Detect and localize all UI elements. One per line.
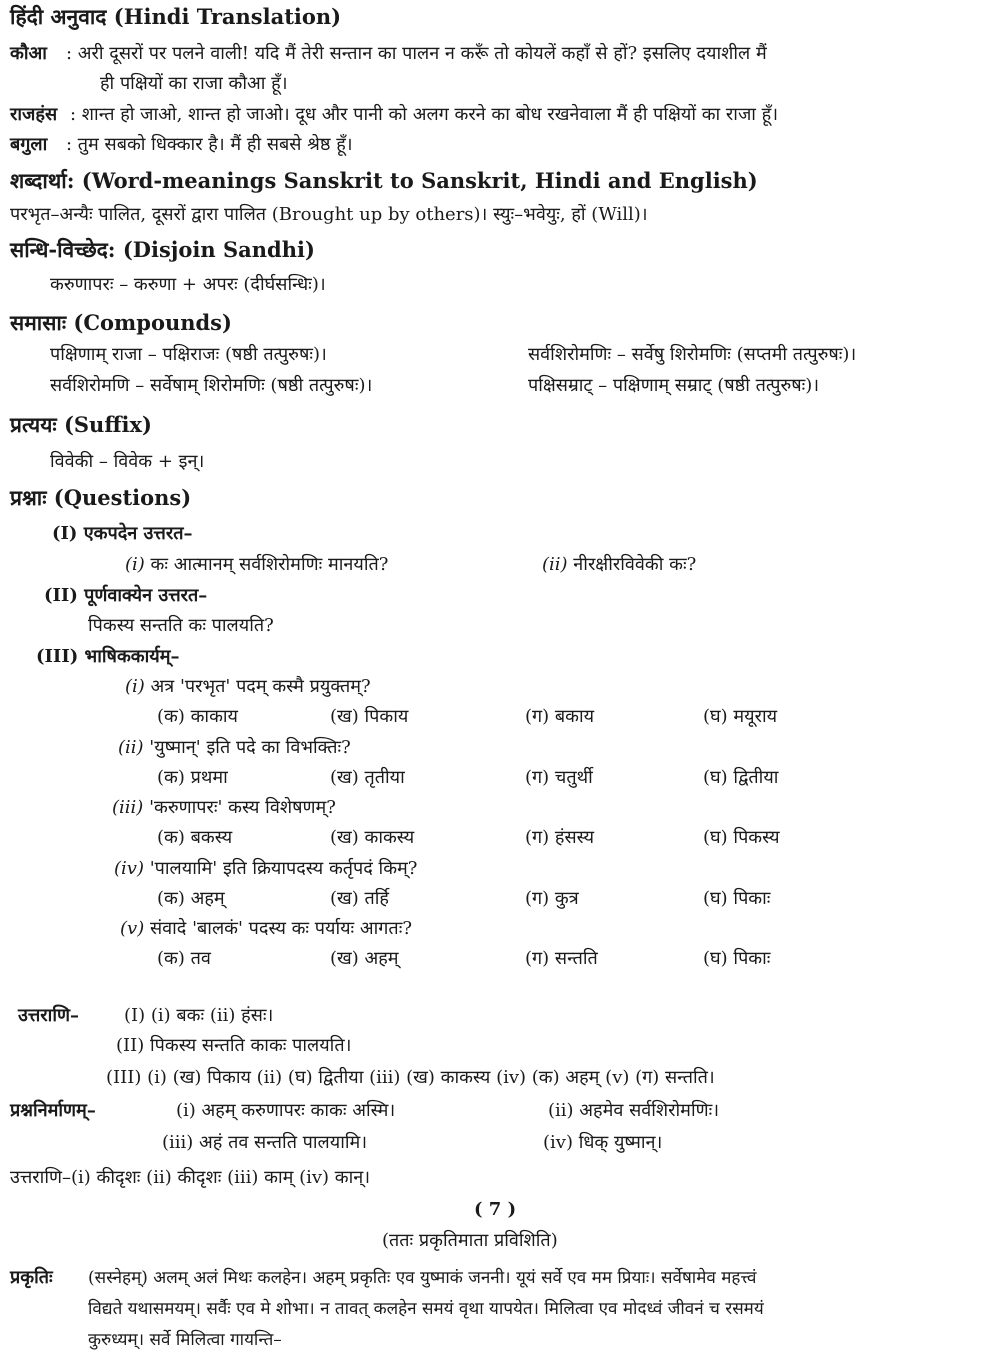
samasa-item: पक्षिणाम् राजा – पक्षिराजः (षष्ठी तत्पुरुषः)। [50, 344, 327, 365]
q-number: (i) [125, 554, 145, 575]
mcq-question [114, 857, 417, 881]
q-number: (v) [120, 918, 145, 939]
mcq-option: (घ) पिकाः [703, 887, 771, 909]
pratyaya-heading: प्रत्ययः (Suffix) [10, 412, 152, 437]
mcq-option: (क) तव [157, 948, 211, 969]
mcq-option: (क) काकाय [157, 706, 239, 727]
samasa-item: सर्वशिरोमणि – सर्वेषाम् शिरोमणिः (षष्ठी तत्पुरुषः)। [50, 375, 373, 396]
mcq-option: (ग) हंसस्य [525, 827, 595, 848]
q1-ii [542, 553, 696, 577]
q-text: संवादे 'बालकं' पदस्य कः पर्यायः आगतः? [149, 918, 412, 939]
hindi-translation-heading: हिंदी अनुवाद (Hindi Translation) [10, 4, 342, 29]
crow-text: : अरी दूसरों पर पलने वाली! यदि मैं तेरी सन्तान का पालन न करूँ तो कोयलें कहाँ से हों? इसलिए दयाशील मैं [66, 43, 767, 64]
q-text: अत्र 'परभृत' पदम् कस्मै प्रयुक्तम्? [150, 676, 371, 697]
crow-text-cont: ही पक्षियों का राजा कौआ हूँ। [100, 73, 288, 94]
q-text: 'पालयामि' इति क्रियापदस्य कर्तृपदं किम्? [149, 857, 418, 879]
mcq-option: (घ) पिकाः [703, 948, 771, 969]
qf-iii: (iii) अहं तव सन्तति पालयामि। [162, 1132, 368, 1153]
mcq-option: (ख) तर्हि [330, 887, 389, 909]
prakriti-line-1: (सस्नेहम्) अलम् अलं मिथः कलहेन। अहम् प्रकृतिः एव युष्माकं जननी। यूयं सर्वे एव मम प्रियाः। सर्वेषामेव महत्त्वं [88, 1268, 757, 1288]
speaker-crow: कौआ [10, 43, 47, 64]
answer-3: (III) (i) (ख) पिकाय (ii) (घ) द्वितीया (iii) (ख) काकस्य (iv) (क) अहम् (v) (ग) सन्तति। [106, 1067, 715, 1088]
mcq-option: (घ) द्वितीया [703, 766, 779, 788]
mcq-question [120, 917, 412, 941]
samasa-heading: समासाः (Compounds) [10, 310, 232, 335]
q-text: 'करुणापरः' कस्य विशेषणम्? [149, 797, 336, 818]
sandhi-heading: सन्धि-विच्छेद: (Disjoin Sandhi) [10, 237, 315, 262]
answers-label: उत्तराणि– [18, 1005, 80, 1026]
speaker-prakriti: प्रकृतिः [10, 1267, 53, 1288]
qf-iv: (iv) धिक् युष्मान्। [543, 1132, 663, 1153]
q1-title: (I) एकपदेन उत्तरत– [52, 523, 193, 544]
mcq-option: (ग) बकाय [525, 706, 595, 727]
mcq-question [118, 736, 351, 760]
heron-text: : तुम सबको धिक्कार है। मैं ही सबसे श्रेष्ठ हूँ। [66, 134, 353, 155]
speaker-swan: राजहंस [10, 104, 58, 125]
mcq-option: (क) प्रथमा [157, 766, 228, 788]
answer-1: (I) (i) बकः (ii) हंसः। [124, 1005, 274, 1026]
samasa-item: सर्वशिरोमणिः – सर्वेषु शिरोमणिः (सप्तमी तत्पुरुषः)। [528, 344, 857, 365]
q3-title: (III) भाषिककार्यम्– [36, 646, 180, 667]
mcq-option: (क) बकस्य [157, 827, 233, 848]
mcq-option: (ख) काकस्य [330, 827, 415, 848]
q-text: कः आत्मानम् सर्वशिरोमणिः मानयति? [150, 554, 389, 575]
question-formation-label: प्रश्ननिर्माणम्– [10, 1100, 96, 1121]
q-number: (iv) [114, 857, 144, 879]
prakriti-line-3: कुरुध्यम्। सर्वे मिलित्वा गायन्ति– [88, 1330, 282, 1350]
q-number: (iii) [112, 797, 144, 818]
q-number: (i) [125, 676, 145, 697]
section-number: ( 7 ) [474, 1199, 517, 1220]
samasa-item: पक्षिसम्राट् – पक्षिणाम् सम्राट् (षष्ठी तत्पुरुषः)। [528, 375, 820, 396]
mcq-option: (ख) अहम् [330, 948, 399, 969]
word-meanings-text: परभृत–अन्यैः पालित, दूसरों द्वारा पालित (Brought up by others)। स्युः–भवेयुः, हों (Will)। [10, 204, 648, 225]
q1-i [125, 553, 388, 577]
q-text: 'युष्मान्' इति पदे का विभक्तिः? [149, 736, 351, 758]
mcq-question [125, 675, 371, 699]
stage-direction: (ततः प्रकृतिमाता प्रविशिति) [382, 1230, 558, 1251]
mcq-option: (क) अहम् [157, 887, 225, 909]
pratyaya-text: विवेकी – विवेक + इन्। [50, 451, 205, 472]
q-text: नीरक्षीरविवेकी कः? [573, 554, 697, 575]
swan-text: : शान्त हो जाओ, शान्त हो जाओ। दूध और पानी को अलग करने का बोध रखनेवाला मैं ही पक्षियों का राजा हूँ। [70, 104, 779, 125]
questions-heading: प्रश्नाः (Questions) [10, 485, 192, 510]
mcq-option: (ख) तृतीया [330, 766, 405, 788]
q-number: (ii) [542, 554, 568, 575]
q2-title: (II) पूर्णवाक्येन उत्तरत– [44, 585, 208, 606]
answer-2: (II) पिकस्य सन्तति काकः पालयति। [116, 1035, 352, 1056]
prakriti-line-2: विद्यते यथासमयम्। सर्वैः एव मे शोभा। न तावत् कलहेन समयं वृथा यापयेत। मिलित्वा एव मोदध्वं जीवनं च रसमयं [88, 1299, 764, 1319]
qf-ii: (ii) अहमेव सर्वशिरोमणिः। [548, 1100, 720, 1121]
mcq-option: (ग) चतुर्थी [525, 766, 593, 788]
mcq-option: (घ) पिकस्य [703, 827, 780, 848]
mcq-option: (ग) कुत्र [525, 887, 579, 909]
sandhi-text: करुणापरः – करुणा + अपरः (दीर्घसन्धिः)। [50, 274, 326, 295]
mcq-question [112, 796, 336, 820]
word-meanings-heading: शब्दार्था: (Word-meanings Sanskrit to Sanskrit, Hindi and English) [10, 168, 758, 193]
q-number: (ii) [118, 736, 144, 758]
mcq-option: (ख) पिकाय [330, 706, 409, 727]
speaker-heron: बगुला [10, 134, 48, 155]
answers-2: उत्तराणि–(i) कीदृशः (ii) कीदृशः (iii) काम् (iv) कान्। [10, 1167, 371, 1188]
mcq-option: (घ) मयूराय [703, 706, 778, 727]
mcq-option: (ग) सन्तति [525, 948, 598, 969]
q2-text: पिकस्य सन्तति कः पालयति? [88, 615, 274, 636]
qf-i: (i) अहम् करुणापरः काकः अस्मि। [176, 1100, 396, 1121]
